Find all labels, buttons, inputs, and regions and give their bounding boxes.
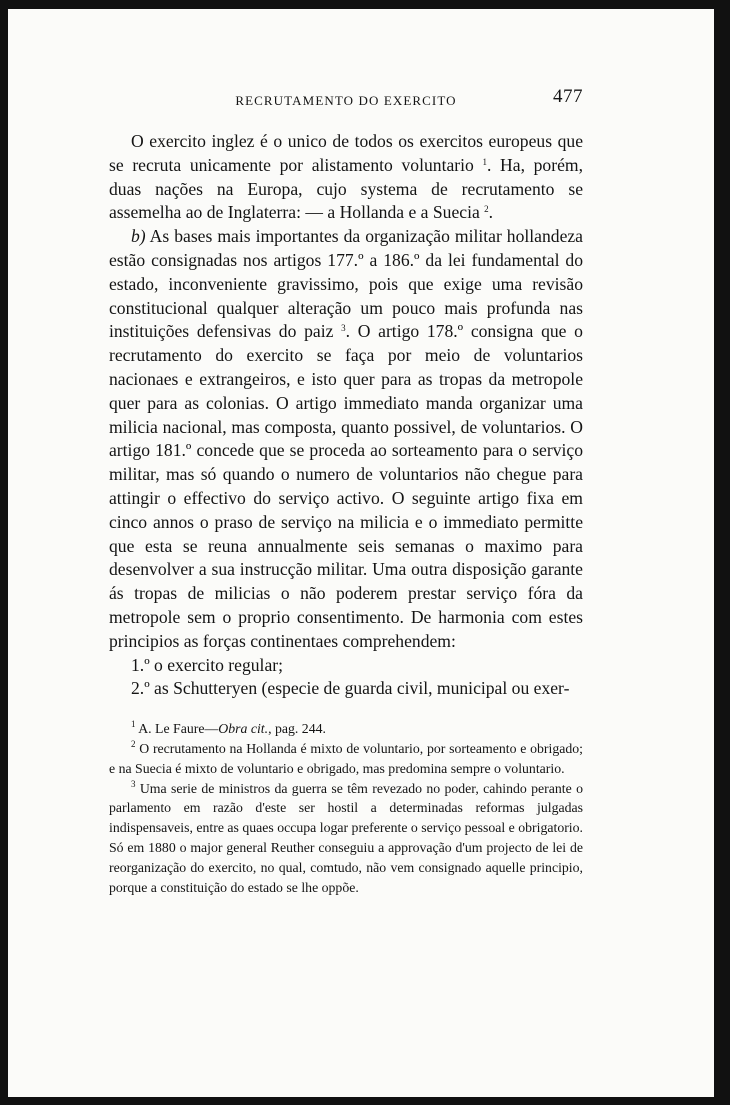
paragraph-1 [109,130,583,225]
footnote-ref-3: 3 [341,323,346,334]
footnote-ref-1: 1 [482,156,487,167]
footnote-1-text-b: , pag. 244. [268,721,326,737]
footnote-2-text: O recrutamento na Hollanda é mixto de voluntario, por sorteamento e obrigado; e na Suecia é mixto de voluntario e obrigado, mas predomina sempre o voluntario. [109,740,583,776]
scan-border-top [0,0,730,9]
scan-border-right [714,0,730,1105]
footnotes [109,719,583,897]
paragraph-2-text-a: As bases mais importantes da organização militar hollandeza estão consignadas nos artigos 177.º a 186.º da lei fundamental do estado, inconveniente gravissimo, pois que exige uma revisão constitucional qualquer alteração um pouco mais profunda nas instituições defensivas do paiz [109,226,583,342]
footnote-1-text-a: A. Le Faure— [135,721,219,737]
footnote-3 [109,779,583,898]
footnote-ref-2: 2 [484,204,489,215]
footnote-3-mark: 3 [131,778,136,789]
running-head-title: RECRUTAMENTO DO EXERCITO [235,93,457,108]
paragraph-2-label: b) [131,226,146,247]
paragraph-1-text-c: . [488,202,494,223]
footnote-2 [109,739,583,779]
footnote-3-text: Uma serie de ministros da guerra se têm revezado no poder, cahindo perante o parlamento em razão d'este ser hostil a determinadas reformas julgadas indispensaveis, entre as quaes occupa logar preferente o serviço pessoal e obrigatorio. Só em 1880 o major general Reuther conseguiu a approvação d'um projecto de lei de reorganização do exercito, no qual, comtudo, não vem consignado aquelle principio, porque a constituição do estado se lhe oppõe. [109,780,583,895]
paragraph-1-text-a: O exercito inglez é o unico de todos os exercitos europeus que se recruta unicamente por alistamento voluntario [109,131,583,175]
footnote-1-italic: Obra cit. [218,721,269,737]
book-page [109,86,583,897]
footnote-1-mark: 1 [131,719,136,730]
footnote-2-mark: 2 [131,738,136,749]
list-item-2: 2.º as Schutteryen (especie de guarda civil, municipal ou exer- [131,678,570,699]
paragraph-1-text-b: . Ha, porém, duas nações na Europa, cujo systema de recrutamento se assemelha ao de Inglaterra: — a Hollanda e a Suecia [109,154,583,223]
scan-border-bottom [0,1097,730,1105]
paragraph-2-text-b: . O artigo 178.º consigna que o recrutamento do exercito se faça por meio de voluntarios nacionaes e extrangeiros, e isto quer para as tropas da metropole quer para as colonias. O artigo immediato manda organizar uma milicia nacional, mas composta, quanto possivel, de voluntarios. O artigo 181.º concede que se proceda ao sorteamento para o serviço militar, mas só quando o numero de voluntarios não chegue para attingir o effectivo do serviço activo. O seguinte artigo fixa em cinco annos o praso de serviço na milicia e o immediato permitte que esta se reuna annualmente seis semanas o maximo para desenvolver a sua instrucção militar. Uma outra disposição garante ás tropas de milicias o não poderem prestar serviço fóra da metropole sem o proprio consentimento. De harmonia com estes principios as forças continentaes comprehendem: [109,321,583,651]
page-number: 477 [553,86,583,107]
footnote-1 [109,719,583,739]
paragraph-2 [109,225,583,653]
scan-border-left [0,0,8,1105]
list-item-1: 1.º o exercito regular; [131,654,284,675]
running-head [109,86,583,112]
body-text [109,130,583,701]
